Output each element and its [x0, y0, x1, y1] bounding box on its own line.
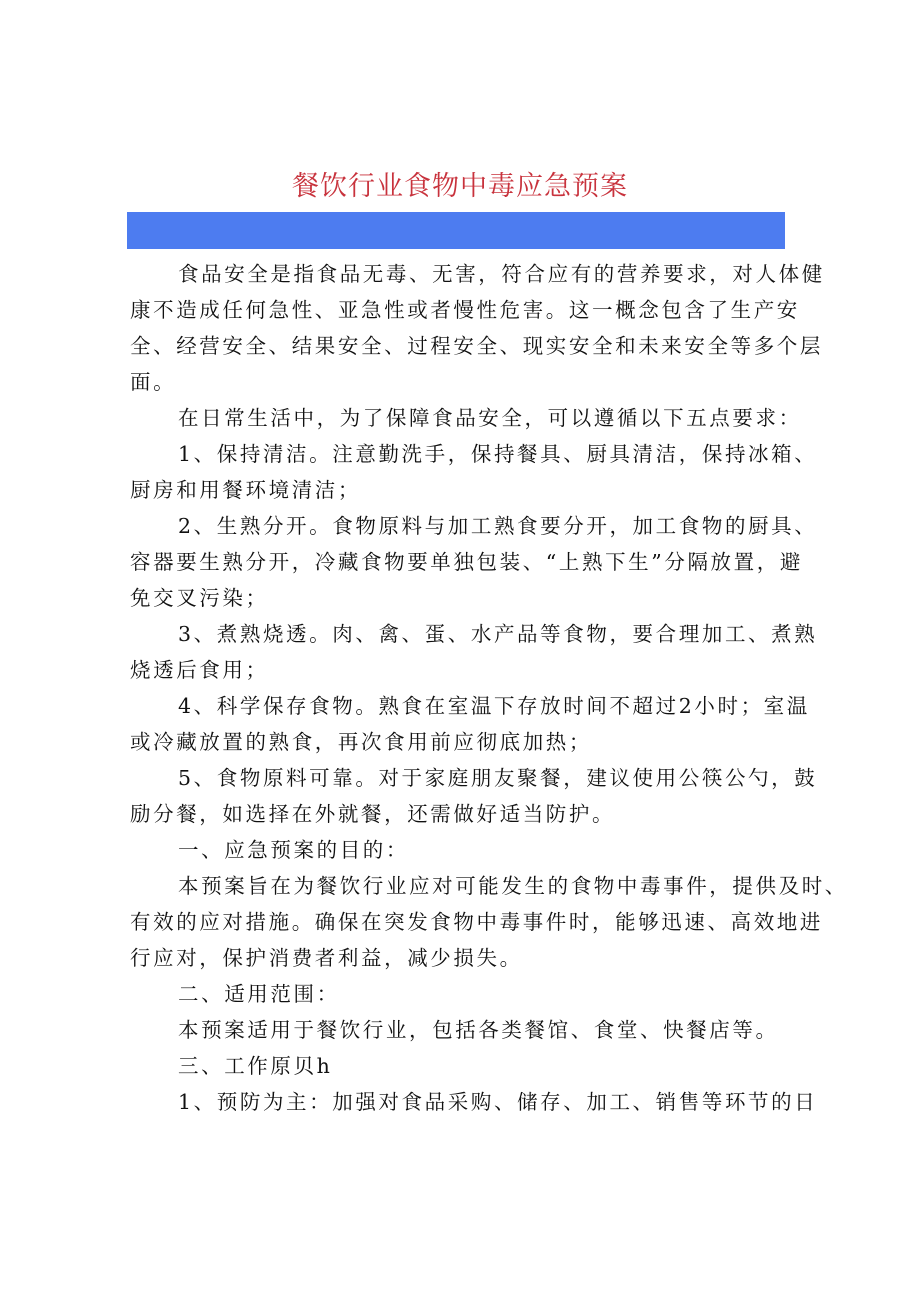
text-line: 在日常生活中，为了保障食品安全，可以遵循以下五点要求：: [178, 406, 802, 430]
document-body: [130, 256, 848, 1120]
text-line: 3、煮熟烧透。肉、禽、蛋、水产品等食物，要合理加工、煮熟: [178, 622, 818, 646]
text-line: 全、经营安全、结果安全、过程安全、现实安全和未来安全等多个层: [130, 334, 823, 358]
text-line: 面。: [130, 370, 177, 394]
text-line: 1、保持清洁。注意勤洗手，保持餐具、厨具清洁，保持冰箱、: [178, 442, 818, 466]
paragraph: [130, 1084, 818, 1120]
header-band: [127, 212, 785, 249]
paragraph: [130, 1012, 790, 1048]
text-line: 或冷藏放置的熟食，再次食用前应彻底加热；: [130, 730, 592, 754]
text-line: 三、工作原贝h: [178, 1054, 333, 1078]
paragraph: [130, 508, 818, 616]
text-line: 本预案旨在为餐饮行业应对可能发生的食物中毒事件，提供及时、: [178, 874, 848, 898]
text-line: 厨房和用餐环境清洁；: [130, 478, 361, 502]
text-line: 二、适用范围：: [178, 982, 340, 1006]
paragraph: [130, 400, 802, 436]
text-line: 烧透后食用；: [130, 658, 269, 682]
text-line: 本预案适用于餐饮行业，包括各类餐馆、食堂、快餐店等。: [178, 1018, 779, 1042]
paragraph: [130, 868, 848, 976]
text-line: 1、预防为主：加强对食品采购、储存、加工、销售等环节的日: [178, 1090, 818, 1114]
text-line: 容器要生熟分开，冷藏食物要单独包装、“上熟下生”分隔放置，避: [130, 550, 803, 574]
paragraph: [130, 256, 825, 400]
text-line: 4、科学保存食物。熟食在室温下存放时间不超过2小时；室温: [178, 694, 810, 718]
paragraph: [130, 616, 818, 688]
text-line: 5、食物原料可靠。对于家庭朋友聚餐，建议使用公筷公勺，鼓: [178, 766, 818, 790]
text-line: 一、应急预案的目的：: [178, 838, 409, 862]
paragraph: [130, 832, 790, 868]
text-line: 2、生熟分开。食物原料与加工熟食要分开，加工食物的厨具、: [178, 514, 818, 538]
paragraph: [130, 688, 810, 760]
text-line: 食品安全是指食品无毒、无害，符合应有的营养要求，对人体健: [178, 262, 825, 286]
text-line: 免交叉污染；: [130, 586, 269, 610]
text-line: 行应对，保护消费者利益，减少损失。: [130, 946, 523, 970]
document-title: 餐饮行业食物中毒应急预案: [292, 171, 628, 202]
paragraph: [130, 760, 818, 832]
paragraph: [130, 976, 790, 1012]
paragraph: [130, 436, 818, 508]
paragraph: [130, 1048, 790, 1084]
text-line: 励分餐，如选择在外就餐，还需做好适当防护。: [130, 802, 616, 826]
text-line: 有效的应对措施。确保在突发食物中毒事件时，能够迅速、高效地进: [130, 910, 823, 934]
text-line: 康不造成任何急性、亚急性或者慢性危害。这一概念包含了生产安: [130, 298, 800, 322]
